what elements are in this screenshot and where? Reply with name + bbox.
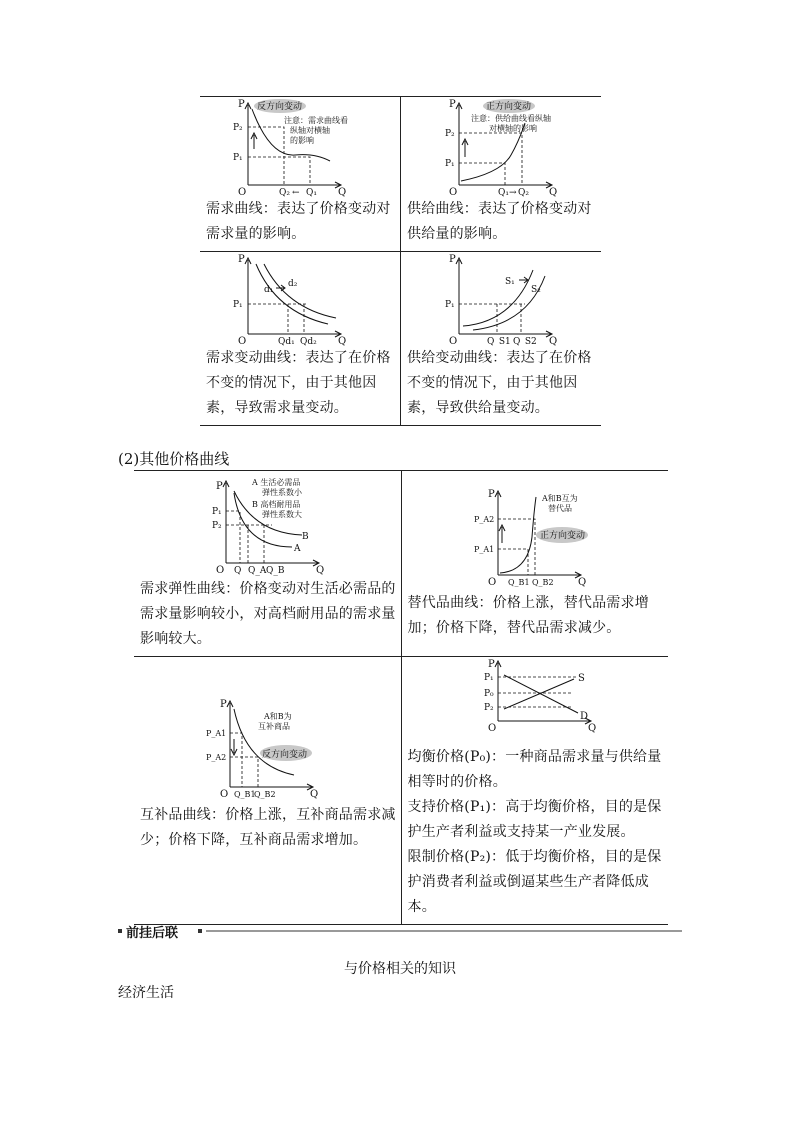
pa1-label: P_A1 <box>473 545 494 554</box>
p2-label: P₂ <box>483 703 494 713</box>
center-title: 与价格相关的知识 <box>344 961 456 977</box>
d1-label: d₁ <box>264 285 274 295</box>
p-axis-label: P <box>216 481 223 492</box>
supply-curve-caption: 供给曲线：表达了价格变动对供给量的影响。 <box>407 201 592 242</box>
section-econ-heading: 经济生活 <box>118 985 174 1001</box>
other-price-curve-table <box>134 470 668 925</box>
q1-label: Q₁ <box>306 188 317 197</box>
p-axis-label: P <box>220 699 227 710</box>
note-a-line-2: 弹性系数小 <box>262 488 303 497</box>
demand-shift-caption: 需求变动曲线：表达了在价格不变的情况下，由于其他因素，导致需求量变动。 <box>206 350 391 416</box>
origin-label: O <box>449 187 458 197</box>
demand-curve-cell <box>200 97 401 252</box>
divider-label: 前挂后联 <box>126 926 179 941</box>
complement-cell <box>134 657 401 925</box>
qs1-label: Q_S1 <box>487 337 511 346</box>
d-label: D <box>579 711 588 722</box>
complement-graph <box>134 657 400 803</box>
substitute-cell <box>401 471 668 657</box>
p-axis-label: P <box>238 99 245 110</box>
square-bullet-icon <box>198 929 202 933</box>
demand-curve-caption: 需求曲线：表达了价格变动对需求量的影响。 <box>206 201 391 242</box>
p1-label: P₁ <box>233 153 243 163</box>
demand-shift-cell <box>200 252 401 426</box>
p-label: P₁ <box>445 300 455 310</box>
qa-label: Q_A <box>248 566 267 576</box>
qb-label: Q_B <box>266 566 285 576</box>
arrow-label: → <box>509 188 517 197</box>
elasticity-graph <box>134 471 400 577</box>
origin-label: O <box>238 187 247 197</box>
q-axis-label: Q <box>577 577 586 588</box>
q-axis-label: Q <box>587 723 596 734</box>
section-2-title: (2)其他价格曲线 <box>118 450 230 468</box>
curve-d2 <box>264 264 336 318</box>
support-price-text: 支持价格(P₁)：高于均衡价格，目的是保护生产者利益或支持某一产业发展。 <box>407 799 662 840</box>
q-axis-label: Q <box>338 187 347 197</box>
origin-label: O <box>216 565 225 576</box>
p-axis-label: P <box>487 659 495 670</box>
q-axis-label: Q <box>338 336 347 346</box>
qb1-label: Q_B1 <box>507 578 530 587</box>
p2-label: P₂ <box>212 521 222 531</box>
qb1-label: Q_B1 <box>234 790 256 799</box>
price-curve-table <box>200 96 601 426</box>
divider-line <box>206 930 682 932</box>
q2-label: Q₂ <box>279 188 290 197</box>
p1-label: P₁ <box>212 507 222 517</box>
pa2-label: P_A2 <box>206 753 227 762</box>
substitute-curve <box>500 497 536 573</box>
equilibrium-graph <box>402 657 668 737</box>
note-line-2: 对横轴的影响 <box>489 124 537 133</box>
supply-shift-cell <box>401 252 602 426</box>
bubble-text: 反方向变动 <box>262 750 308 760</box>
note-line-1: A和B互为 <box>541 494 578 503</box>
p1-label: P₁ <box>483 673 494 683</box>
q-axis-label: Q <box>310 789 319 800</box>
pa1-label: P_A1 <box>206 729 227 738</box>
note-b-line-2: 弹性系数大 <box>262 510 303 519</box>
supply-line-s <box>504 679 574 709</box>
p-axis-label: P <box>238 254 245 265</box>
note-line-1: A和B为 <box>264 712 292 721</box>
origin-label: O <box>487 577 496 588</box>
origin-label: O <box>238 336 247 346</box>
note-line-3: 的影响 <box>290 136 314 145</box>
p0-label: P₀ <box>483 689 494 699</box>
origin-label: O <box>220 789 229 800</box>
q-label: Q <box>234 566 242 576</box>
supply-shift-graph <box>401 252 601 346</box>
equilibrium-captions <box>402 737 669 924</box>
note-line-2: 互补商品 <box>258 722 291 731</box>
demand-curve-graph <box>200 97 400 197</box>
curve-a-label: A <box>294 544 301 554</box>
p-label: P₁ <box>233 300 243 310</box>
p-axis-label: P <box>449 99 456 110</box>
elasticity-caption: 需求弹性曲线：价格变动对生活必需品的需求量影响较小，对高档耐用品的需求量影响较大。 <box>140 581 396 647</box>
note-line-2: 纵轴对横轴 <box>290 126 330 135</box>
p-axis-label: P <box>487 489 495 500</box>
substitute-graph <box>402 471 668 591</box>
supply-shift-caption: 供给变动曲线：表达了在价格不变的情况下，由于其他因素，导致供给量变动。 <box>407 350 592 416</box>
curve-b-label: B <box>302 532 309 542</box>
qb2-label: Q_B2 <box>531 578 554 587</box>
q1-label: Q₁ <box>498 188 509 197</box>
q-axis-label: Q <box>549 187 558 197</box>
section-divider-bar <box>118 922 682 942</box>
demand-shift-graph <box>200 252 400 346</box>
supply-curve-cell <box>401 97 602 252</box>
p1-label: P₁ <box>445 159 455 169</box>
ceiling-price-text: 限制价格(P₂)：低于均衡价格，目的是保护消费者利益或倒逼某些生产者降低成本。 <box>407 849 662 915</box>
s2-label: S₂ <box>531 285 541 295</box>
elasticity-cell <box>134 471 401 657</box>
origin-label: O <box>487 723 496 734</box>
qd1-label: Qd₁ <box>278 337 295 346</box>
s1-label: S₁ <box>505 277 515 287</box>
bubble-text: 正方向变动 <box>486 102 532 112</box>
q2-label: Q₂ <box>518 188 529 197</box>
d2-label: d₂ <box>288 279 298 289</box>
note-a-line-1: A 生活必需品 <box>252 478 301 487</box>
note-b-line-1: B 高档耐用品 <box>252 500 301 509</box>
substitute-caption: 替代品曲线：价格上涨，替代品需求增加；价格下降，替代品需求减少。 <box>407 595 649 636</box>
qd2-label: Qd₂ <box>300 337 317 346</box>
q-axis-label: Q <box>316 565 325 576</box>
bubble-text: 正方向变动 <box>539 531 585 541</box>
supply-curve-graph <box>401 97 601 197</box>
equilibrium-cell <box>401 657 668 925</box>
square-bullet-icon <box>118 929 122 933</box>
origin-label: O <box>449 336 458 346</box>
q-axis-label: Q <box>549 336 558 346</box>
note-line-2: 替代品 <box>547 504 572 513</box>
arrow-label: ← <box>292 188 300 197</box>
p2-label: P₂ <box>233 123 243 133</box>
equilibrium-price-text: 均衡价格(P₀)：一种商品需求量与供给量相等时的价格。 <box>407 749 662 790</box>
bubble-text: 反方向变动 <box>257 102 303 112</box>
note-line-1: 注意：需求曲线看 <box>284 116 348 125</box>
s-label: S <box>577 673 585 684</box>
pa2-label: P_A2 <box>473 515 494 524</box>
qb2-label: Q_B2 <box>254 790 276 799</box>
note-line-1: 注意：供给曲线看纵轴 <box>471 114 551 123</box>
complement-caption: 互补品曲线：价格上涨，互补商品需求减少；价格下降，互补商品需求增加。 <box>140 807 396 848</box>
p2-label: P₂ <box>445 129 455 139</box>
qs2-label: Q_S2 <box>513 337 537 346</box>
p-axis-label: P <box>449 254 456 265</box>
curve-s1 <box>463 270 533 326</box>
